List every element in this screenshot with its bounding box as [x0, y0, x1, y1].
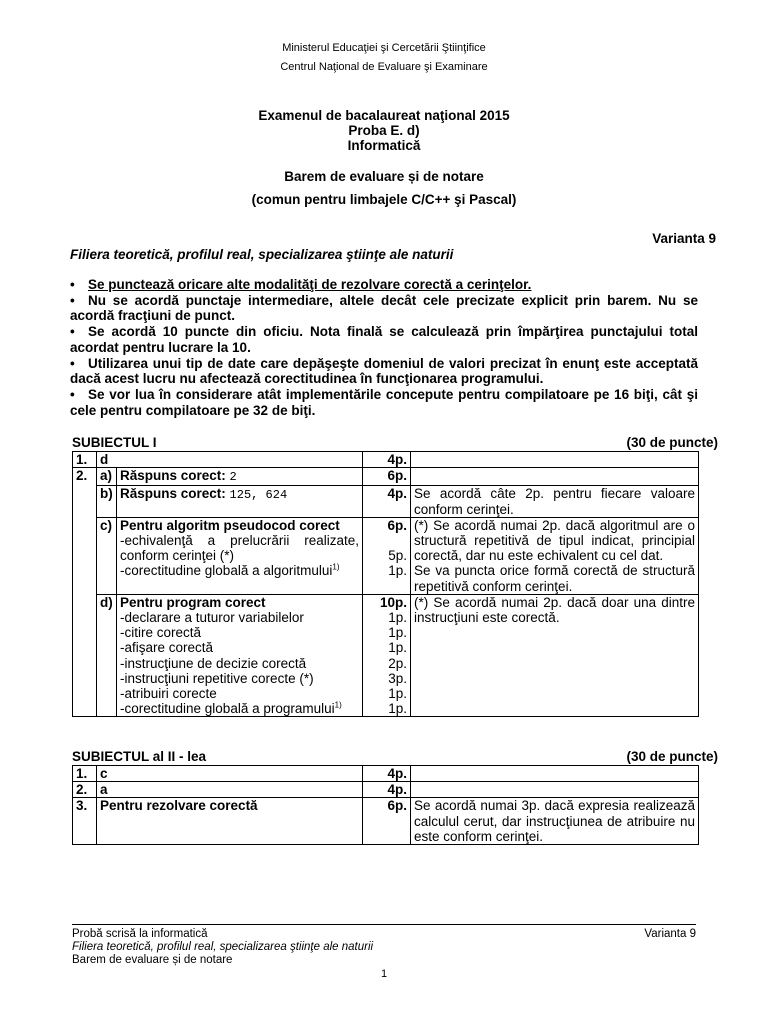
subiect1-header	[72, 435, 718, 450]
points-value: 3p.	[388, 670, 407, 686]
criteria-item-text: -corectitudine globală a programului	[120, 701, 335, 717]
subiect1-table	[72, 451, 699, 717]
varianta-label: Varianta 9	[652, 231, 716, 246]
rule-item	[70, 324, 698, 355]
rule-text: Nu se acordă punctaje intermediare, altele decât cele precizate explicit prin barem. Nu se acordă fracţiuni de punct.	[70, 292, 698, 324]
answer-cell	[117, 468, 363, 486]
criteria-title: Pentru rezolvare corectă	[97, 798, 363, 845]
criteria-item: -echivalenţă a prelucrării realizate, conform cerinţei (*)	[120, 533, 359, 564]
evaluation-center-name: Centrul Naţional de Evaluare şi Examinare	[280, 61, 488, 73]
table-row	[73, 798, 699, 845]
rule-text: Se acordă 10 puncte din oficiu. Nota finală se calculează prin împărţirea punctajului total acordat pentru lucrare la 10.	[70, 324, 698, 355]
exam-proba: Proba E. d)	[348, 123, 420, 138]
subiect1-title: SUBIECTUL I	[72, 435, 157, 450]
observations-cell	[411, 766, 699, 782]
points-value: 1p.	[388, 563, 407, 579]
answer-cell: c	[97, 766, 363, 782]
subiect1-points: (30 de puncte)	[626, 435, 718, 450]
observations-cell	[411, 468, 699, 486]
general-rules	[70, 277, 698, 418]
points-cell: 4p.	[363, 766, 411, 782]
criteria-item: -instrucţiune de decizie corectă	[120, 655, 307, 671]
criteria-item: -instrucţiuni repetitive corecte (*)	[120, 670, 314, 686]
table-row	[73, 782, 699, 798]
criteria-title: Pentru program corect	[120, 594, 266, 610]
page-number: 1	[380, 968, 388, 980]
points-value: 1p.	[388, 610, 407, 626]
footer-varianta: Varianta 9	[644, 928, 696, 940]
footer-exam: Probă scrisă la informatică	[72, 928, 208, 940]
answer-cell: a	[97, 782, 363, 798]
question-number: 2.	[73, 468, 97, 717]
answer-value: 2	[229, 470, 237, 485]
criteria-item: -citire corectă	[120, 625, 202, 641]
answer-cell: d	[97, 452, 363, 468]
answer-label: Răspuns corect:	[120, 468, 226, 484]
exam-title: Examenul de bacalaureat naţional 2015	[258, 108, 510, 123]
subiect2-table	[72, 765, 699, 845]
rule-item	[70, 277, 698, 293]
subquestion-label: d)	[97, 594, 117, 717]
answer-value: 125, 624	[229, 488, 288, 503]
points-value: 1p.	[388, 625, 407, 641]
table-row	[73, 452, 699, 468]
points-cell: 4p.	[363, 452, 411, 468]
subiect2-points: (30 de puncte)	[626, 749, 718, 764]
observations-cell: Se acordă câte 2p. pentru fiecare valoare conform cerinţei.	[411, 486, 699, 517]
criteria-cell	[117, 517, 363, 594]
subiect2-title: SUBIECTUL al II - lea	[72, 749, 207, 764]
observations-cell: (*) Se acordă numai 2p. dacă doar una dintre instrucţiuni este corectă.	[411, 594, 699, 717]
subiect2-header	[72, 749, 718, 764]
observations-cell	[411, 782, 699, 798]
question-number: 1.	[73, 766, 97, 782]
points-value: 6p.	[387, 517, 407, 533]
rule-item	[70, 293, 698, 324]
footer-line	[72, 928, 696, 940]
footnote-ref: 1)	[334, 700, 342, 710]
subquestion-label: a)	[97, 468, 117, 486]
points-value: 1p.	[388, 640, 407, 656]
answer-label: Răspuns corect:	[120, 486, 226, 502]
question-number: 3.	[73, 798, 97, 845]
points-value: 2p.	[388, 655, 407, 671]
points-value: 10p.	[379, 594, 407, 610]
points-cell	[363, 594, 411, 717]
filiera-label: Filiera teoretică, profilul real, specializarea ştiinţe ale naturii	[70, 247, 454, 262]
criteria-item: -declarare a tuturor variabilelor	[120, 610, 304, 626]
points-cell: 6p.	[363, 468, 411, 486]
bullet-icon: •	[70, 292, 75, 308]
rule-text: Se vor lua în considerare atât implementările concepute pentru compilatoare pe 16 biţi, cât şi cele pentru compilatoare pe 32 de biţi.	[70, 386, 698, 418]
points-cell: 6p.	[363, 798, 411, 845]
exam-subject: Informatică	[347, 138, 421, 153]
footer-barem: Barem de evaluare și de notare	[72, 954, 233, 966]
rule-item	[70, 387, 698, 418]
table-row	[73, 594, 699, 717]
criteria-item	[120, 701, 359, 716]
table-row	[73, 468, 699, 486]
observation-text: Se va puncta orice formă corectă de structură repetitivă conform cerinţei.	[414, 563, 695, 594]
points-cell	[363, 517, 411, 594]
criteria-cell	[117, 594, 363, 717]
points-cell: 4p.	[363, 486, 411, 517]
table-row	[73, 766, 699, 782]
ministry-name: Ministerul Educaţiei şi Cercetării Ştiinţifice	[282, 42, 486, 54]
barem-title: Barem de evaluare și de notare	[284, 169, 484, 184]
answer-cell	[117, 486, 363, 517]
question-number: 1.	[73, 452, 97, 468]
bullet-icon: •	[70, 355, 75, 371]
bullet-icon: •	[70, 277, 75, 292]
points-value: 1p.	[388, 686, 407, 702]
points-value: 1p.	[388, 701, 407, 717]
subquestion-label: c)	[97, 517, 117, 594]
criteria-item: -afişare corectă	[120, 640, 214, 656]
table-row	[73, 486, 699, 517]
observation-text: (*) Se acordă numai 2p. dacă algoritmul are o structură repetitivă de tipul indicat, principial corectă, dar nu este echivalent cu cel dat.	[414, 517, 695, 564]
table-row	[73, 517, 699, 594]
observations-cell	[411, 452, 699, 468]
rule-text: Utilizarea unui tip de date care depăşeşte domeniul de valori precizat în enunţ este acceptată dacă acest lucru nu afectează corectitudinea în funcţionarea programului.	[70, 355, 698, 387]
footer-filiera: Filiera teoretică, profilul real, specializarea ştiinţe ale naturii	[72, 941, 374, 953]
question-number: 2.	[73, 782, 97, 798]
bullet-icon: •	[70, 324, 75, 340]
subquestion-label: b)	[97, 486, 117, 517]
footnote-ref: 1)	[332, 562, 340, 572]
rule-item	[70, 356, 698, 387]
footer-divider	[72, 924, 696, 925]
points-value: 5p.	[388, 548, 407, 564]
observations-cell	[411, 517, 699, 594]
points-cell: 4p.	[363, 782, 411, 798]
criteria-item-text: -corectitudine globală a algoritmului	[120, 563, 333, 579]
rule-text: Se punctează oricare alte modalităţi de rezolvare corectă a cerinţelor.	[88, 277, 532, 292]
criteria-title: Pentru algoritm pseudocod corect	[120, 517, 340, 533]
criteria-item: -atribuiri corecte	[120, 686, 217, 702]
criteria-item	[120, 563, 359, 578]
barem-languages: (comun pentru limbajele C/C++ şi Pascal)	[251, 192, 517, 207]
observations-cell: Se acordă numai 3p. dacă expresia realizează calculul cerut, dar instrucţiunea de atribuire nu este conform cerinţei.	[411, 798, 699, 845]
bullet-icon: •	[70, 386, 75, 402]
